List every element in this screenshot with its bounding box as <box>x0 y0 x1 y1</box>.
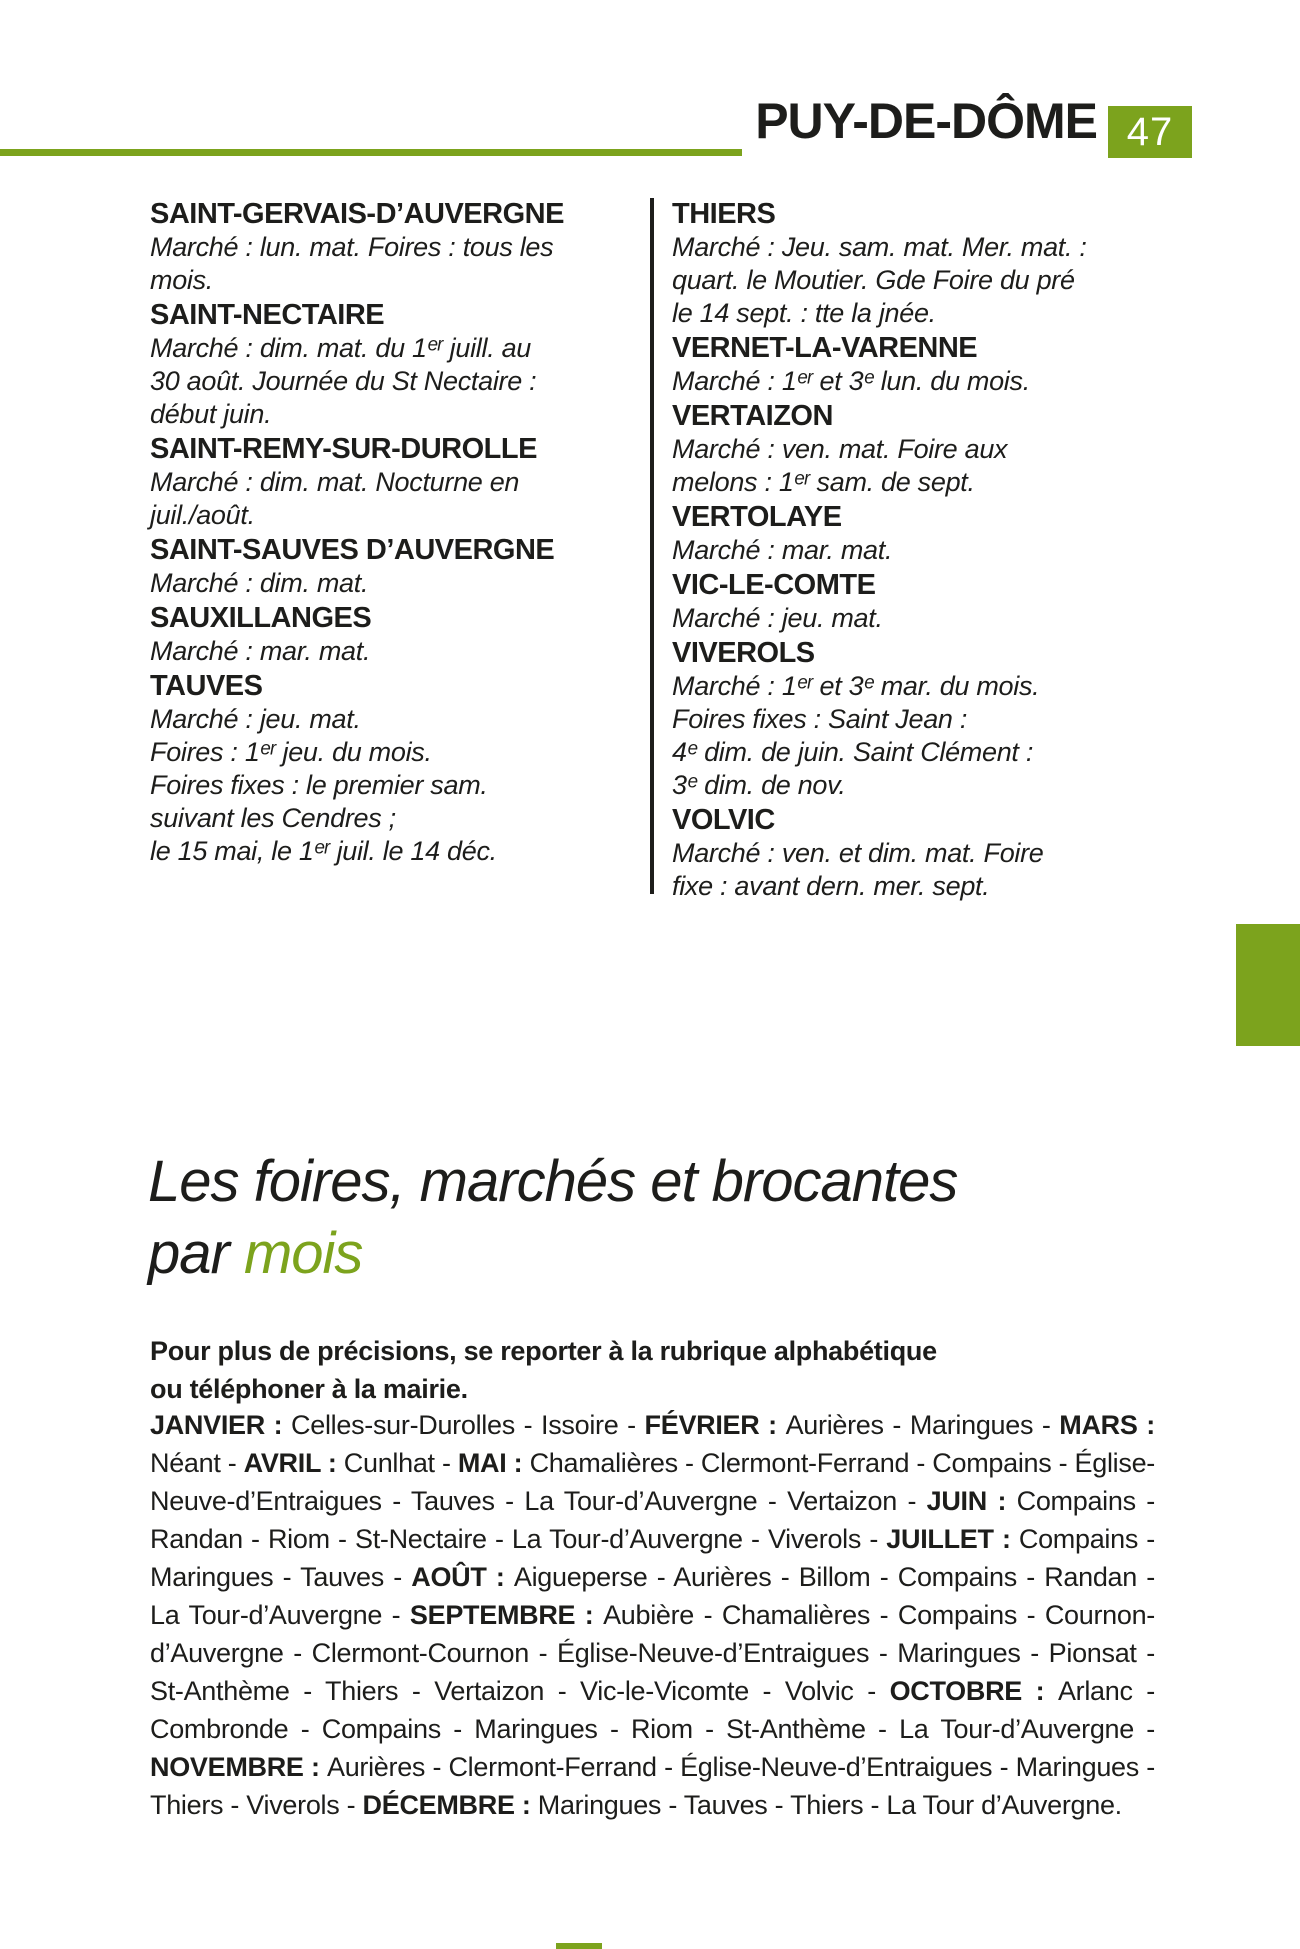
market-info-line: Foires fixes : Saint Jean : <box>672 704 968 734</box>
market-info-line: Marché : Jeu. sam. mat. Mer. mat. : <box>672 232 1087 262</box>
month-label: AOÛT : <box>411 1562 514 1592</box>
market-info-line: Marché : ven. et dim. mat. Foire <box>672 838 1044 868</box>
section-title-highlight: mois <box>243 1221 363 1286</box>
section-title-line1: Les foires, marchés et brocantes <box>148 1149 958 1214</box>
town-name: VERTOLAYE <box>672 501 842 533</box>
market-info-line: Marché : dim. mat. <box>150 568 369 598</box>
market-info-line: quart. le Moutier. Gde Foire du pré <box>672 265 1075 295</box>
town-name: TAUVES <box>150 670 263 702</box>
market-info-line: melons : 1ᵉʳ sam. de sept. <box>672 467 975 497</box>
section-title <box>148 1146 1198 1290</box>
market-info-line: Marché : mar. mat. <box>150 636 371 666</box>
months-paragraph <box>150 1406 1155 1824</box>
market-info-line: Marché : dim. mat. Nocturne en <box>150 467 520 497</box>
towns-list: Compains - Maringues - Tauves - <box>150 1524 1155 1592</box>
town-name: VIC-LE-COMTE <box>672 569 876 601</box>
market-info-line: suivant les Cendres ; <box>150 803 396 833</box>
market-info-line: juil./août. <box>150 500 255 530</box>
month-label: OCTOBRE : <box>889 1676 1058 1706</box>
market-info-line: Marché : ven. mat. Foire aux <box>672 434 1008 464</box>
directory-right-column <box>672 196 1142 903</box>
towns-list: Néant - <box>150 1448 244 1478</box>
town-name: VERNET-LA-VARENNE <box>672 332 978 364</box>
market-info-line: le 15 mai, le 1ᵉʳ juil. le 14 déc. <box>150 836 497 866</box>
market-info-line: début juin. <box>150 399 272 429</box>
town-name: SAINT-NECTAIRE <box>150 299 385 331</box>
month-label: JUILLET : <box>886 1524 1019 1554</box>
town-name: SAINT-REMY-SUR-DUROLLE <box>150 433 537 465</box>
month-label: FÉVRIER : <box>644 1410 786 1440</box>
market-info-line: Marché : jeu. mat. <box>150 704 361 734</box>
market-info-line: Foires : 1ᵉʳ jeu. du mois. <box>150 737 432 767</box>
page-number: 47 <box>1126 109 1174 154</box>
towns-list: Aurières - Clermont-Ferrand - Église-Neuve-d’Entraigues - Maringues - Thiers - Viverols - <box>150 1752 1155 1820</box>
towns-list: Maringues - Tauves - Thiers - La Tour d’Auvergne. <box>537 1790 1122 1820</box>
month-label: AVRIL : <box>243 1448 344 1478</box>
market-info-line: Marché : lun. mat. Foires : tous les <box>150 232 554 262</box>
page-number-badge <box>1108 106 1192 158</box>
towns-list: Aurières - Maringues - <box>785 1410 1060 1440</box>
town-name: VOLVIC <box>672 804 775 836</box>
directory-left-column <box>150 196 564 868</box>
month-label: NOVEMBRE : <box>150 1752 327 1782</box>
bottom-green-mark <box>556 1943 602 1949</box>
header-rule <box>0 149 742 156</box>
month-label: MARS : <box>1059 1410 1155 1440</box>
month-label: SEPTEMBRE : <box>409 1600 604 1630</box>
market-info-line: mois. <box>150 265 214 295</box>
note-paragraph <box>150 1332 1150 1408</box>
market-info-line: Marché : dim. mat. du 1ᵉʳ juill. au <box>150 333 532 363</box>
green-side-tab <box>1236 924 1300 1046</box>
section-title-line2 <box>148 1221 362 1286</box>
town-name: SAUXILLANGES <box>150 602 372 634</box>
section-title-line2-prefix: par <box>148 1221 244 1286</box>
market-info-line: Marché : 1ᵉʳ et 3ᵉ mar. du mois. <box>672 671 1040 701</box>
market-info-line: 4ᵉ dim. de juin. Saint Clément : <box>672 737 1034 767</box>
month-label: MAI : <box>457 1448 530 1478</box>
month-label: JANVIER : <box>150 1410 292 1440</box>
towns-list: Chamalières - Clermont-Ferrand - Compains - Église-Neuve-d’Entraigues - Tauves - La Tour-d’Auvergne - Vertaizon - <box>150 1448 1155 1516</box>
towns-list: Arlanc - Combronde - Compains - Maringues - Riom - St-Anthème - La Tour-d’Auvergne - <box>150 1676 1155 1744</box>
market-info-line: Marché : mar. mat. <box>672 535 893 565</box>
month-label: DÉCEMBRE : <box>362 1790 538 1820</box>
towns-list: Cunlhat - <box>343 1448 458 1478</box>
towns-list: Compains - Randan - Riom - St-Nectaire - La Tour-d’Auvergne - Viverols - <box>150 1486 1155 1554</box>
town-name: VERTAIZON <box>672 400 833 432</box>
column-divider <box>650 198 654 894</box>
town-name: SAINT-GERVAIS-D’AUVERGNE <box>150 198 564 230</box>
market-info-line: 3ᵉ dim. de nov. <box>672 770 846 800</box>
month-label: JUIN : <box>926 1486 1017 1516</box>
note-line2: ou téléphoner à la mairie. <box>150 1374 468 1404</box>
market-info-line: Marché : 1ᵉʳ et 3ᵉ lun. du mois. <box>672 366 1030 396</box>
towns-list: Aubière - Chamalières - Compains - Cournon-d’Auvergne - Clermont-Cournon - Église-Neuve-d’Entraigues - Maringues - Pionsat - St-Anthème - Thiers - Vertaizon - Vic-le-Vicomte - Volvic - <box>150 1600 1156 1706</box>
town-name: SAINT-SAUVES D’AUVERGNE <box>150 534 555 566</box>
market-info-line: Foires fixes : le premier sam. <box>150 770 488 800</box>
market-info-line: fixe : avant dern. mer. sept. <box>672 871 990 901</box>
market-info-line: Marché : jeu. mat. <box>672 603 883 633</box>
market-info-line: le 14 sept. : tte la jnée. <box>672 298 936 328</box>
note-line1: Pour plus de précisions, se reporter à la rubrique alphabétique <box>150 1336 937 1366</box>
town-name: VIVEROLS <box>672 637 815 669</box>
market-info-line: 30 août. Journée du St Nectaire : <box>150 366 537 396</box>
town-name: THIERS <box>672 198 776 230</box>
towns-list: Aigueperse - Aurières - Billom - Compains - Randan - La Tour-d’Auvergne - <box>150 1562 1155 1630</box>
towns-list: Celles-sur-Durolles - Issoire - <box>291 1410 645 1440</box>
region-title: PUY-DE-DÔME <box>755 93 1097 149</box>
